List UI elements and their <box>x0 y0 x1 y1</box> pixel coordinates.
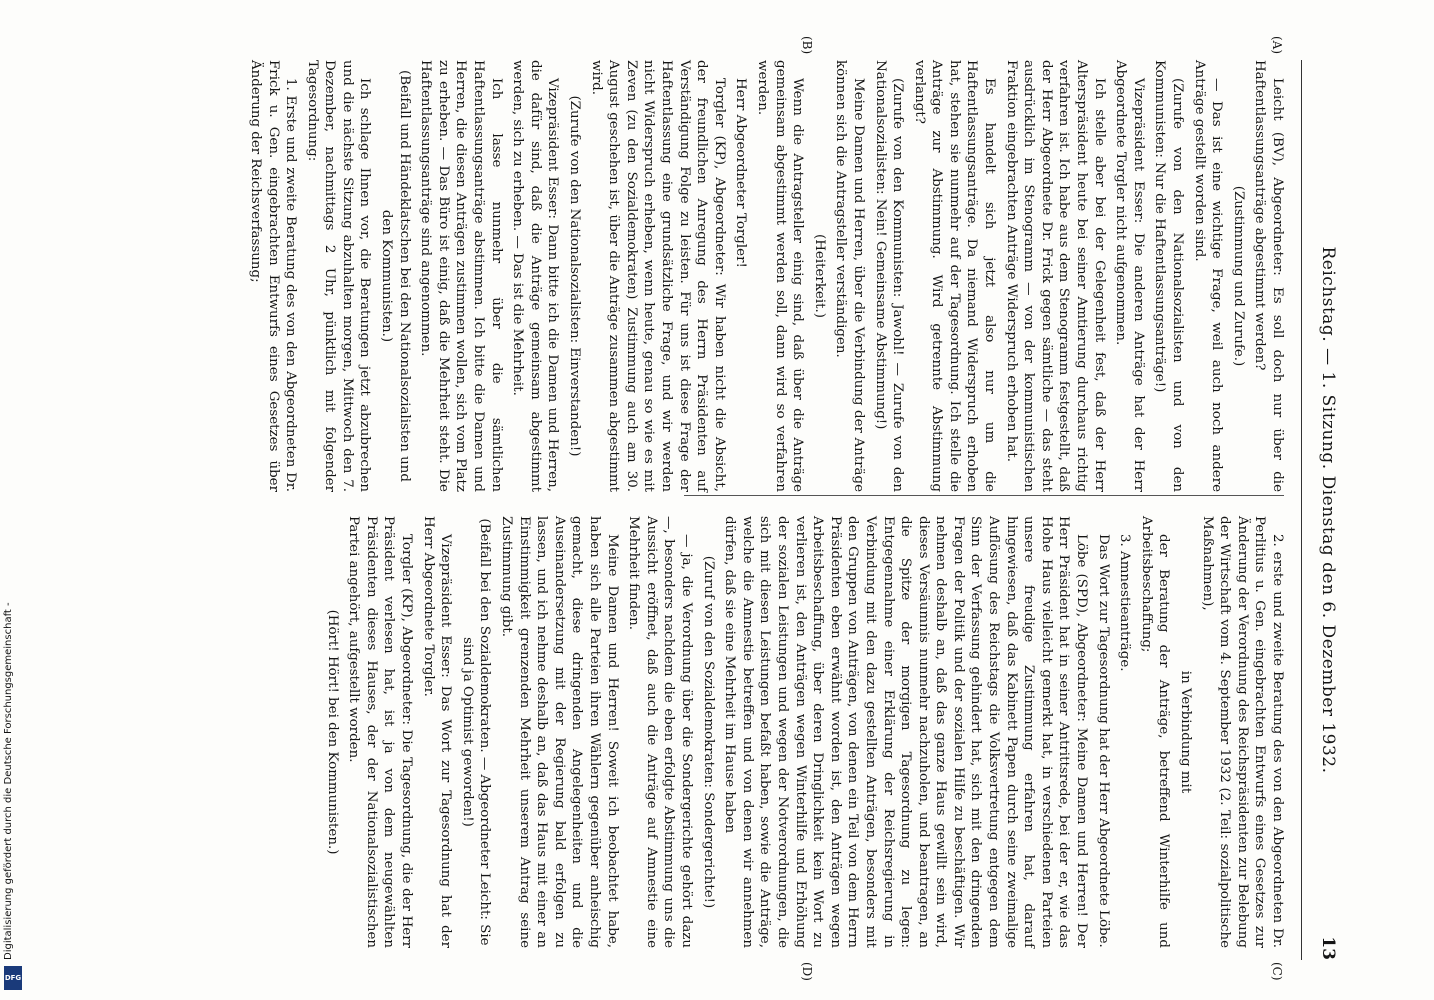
running-header <box>1304 60 1344 960</box>
paragraph: Vizepräsident Esser: Das Wort zur Tagesordnung hat der Herr Abgeordnete Torgler. <box>420 516 454 948</box>
digitization-credit-strip <box>0 0 24 1000</box>
paragraph: 2. erste und zweite Beratung des von den Abgeordneten Dr. Perlitius u. Gen. eingebrachten Entwurfs eines Gesetzes zur Änderung der Verordnung des Reichspräsidenten zur Belebung der Wirtschaft vom 4. September 1932 (2. Teil: sozialpolitische Maßnahmen), <box>1199 516 1285 948</box>
paragraph: Wenn die Antragsteller einig sind, daß über die Anträge gemeinsam abgestimmt werden soll, dann wird so verfahren werden. <box>754 60 806 492</box>
paragraph: Es handelt sich jetzt also nur um die Haftentlassungsanträge. Da niemand Widerspruch erhoben hat, stehen sie nunmehr auf der Tagesordnung. Ich stelle die Anträge zur Abstimmung. Wird getrennte Abstimmung verlangt? <box>911 60 998 492</box>
margin-mark-c: (C) <box>1270 962 1284 981</box>
paragraph: der Beratung der Anträge, betreffend Winterhilfe und Arbeitsbeschaffung; <box>1138 516 1172 948</box>
remark-line: (Heiterkeit.) <box>811 234 827 318</box>
remark-line: (Zurufe von den Nationalsozialisten: Einverstanden!) <box>567 95 583 457</box>
paragraph: Torgler (KP), Abgeordneter: Die Tagesordnung, die der Herr Präsident verlesen hat, ist ja von dem neugewählten Präsidenten dieses Hauses, der der Nationalsozialistischen Partei angehört, aufgestellt worden. <box>346 516 415 948</box>
remark-line: (Zuruf von den Sozialdemokraten: Sondergerichte!) <box>700 555 716 909</box>
remark-line: (Zustimmung und Zurufe.) <box>1230 185 1246 367</box>
paragraph: (Zurufe von den Nationalsozialisten und von den Kommunisten: Nur die Haftentlassungsanträge!) <box>1152 60 1186 492</box>
paragraph: Vizepräsident Esser: Dann bitte ich die Damen und Herren, die dafür sind, daß die Anträge gemeinsam abgestimmt werden, sich zu erheben. — Das ist die Mehrheit. <box>510 60 561 492</box>
paragraph: Löbe (SPD), Abgeordneter: Meine Damen und Herren! Der Herr Präsident hat in seiner Antrittsrede, bei der er, wie das Hohe Haus vielleicht gemerkt hat, in verschiedenen Parteien unsere freudige Zustimmung erfahren hat, darauf hingewiesen, daß das Kabinett Papen durch seine zweimalige Auflösung des Reichstags die Volksvertretung entgegen dem Sinn der Verfassung gehindert hat, sich mit den dringenden Fragen der Politik und der sozialen Hilfe zu beschäftigen. Wir nehmen deshalb an, daß das ganze Haus gewillt sein wird, dieses Versäumnis nunmehr nachzuholen, und beantragen, an die Spitze der morgigen Tagesordnung zu legen: Entgegennahme einer Erklärung der Reichsregierung in Verbindung mit den dazu gestellten Anträgen, besonders mit den Gruppen von Anträgen, von denen ein Teil von dem Herrn Präsidenten eben erwähnt worden ist, den Anträgen wegen Arbeitsbeschaffung, über deren Dringlichkeit kein Wort zu verlieren ist, den Anträgen wegen Winterhilfe und Erhöhung der sozialen Leistungen und wegen der Notverordnungen, die sich mit diesen Leistungen befaßt haben, sowie die Anträge, welche die Amnestie betreffen und von denen wir annehmen dürfen, daß sie eine Mehrheit im Hause haben <box>722 516 1090 948</box>
paragraph: Torgler (KP), Abgeordneter: Wir haben nicht die Absicht, der freundlichen Anregung des Herrn Präsidenten auf Verständigung Folge zu leisten. Für uns ist diese Frage der Haftentlassung eine grundsätzliche Frage, und wir werden nicht Widerspruch erheben, wenn heute, genau so wie es mit Zeven (zu den Sozialdemokraten) Zustimmung auch am 30. August geschehen ist, über die Anträge zusammen abgestimmt wird. <box>588 60 727 492</box>
margin-mark-d: (D) <box>800 962 814 981</box>
margin-mark-a: (A) <box>1270 36 1284 55</box>
paragraph: Meine Damen und Herren! Soweit ich beobachtet habe, haben sich alle Parteien ihren Wählern gegenüber anheischig gemacht, diese dringenden Angelegenheiten und die Auseinandersetzung mit der Regierung bald erfolgen zu lassen, und ich nehme deshalb an, daß das Haus mit einer an Einstimmigkeit grenzenden Mehrheit unserem Antrag seine Zustimmung gibt. <box>499 516 620 948</box>
paragraph: Ich schlage Ihnen vor, die Beratungen jetzt abzubrechen und die nächste Sitzung abzuhalten morgen, Mittwoch den 7. Dezember, nachmittags 2 Uhr, pünktlich mit folgender Tagesordnung: <box>304 60 373 492</box>
paragraph: Ich stelle aber bei der Gelegenheit fest, daß der Herr Alterspräsident heute bei seiner Amtierung durchaus richtig verfahren ist. Ich habe aus dem Stenogramm festgestellt, daß der Herr Abgeordnete Dr. Frick gegen sämtliche — das steht ausdrücklich im Stenogramm — von der kommunistischen Fraktion eingebrachten Anträge Widerspruch erhoben hat. <box>1003 60 1107 492</box>
paragraph: 1. Erste und zweite Beratung des von den Abgeordneten Dr. Frick u. Gen. eingebrachten Entwurfs eines Gesetzes über Änderung der Reichsverfassung; <box>247 60 299 492</box>
paragraph: Das Wort zur Tagesordnung hat der Herr Abgeordnete Löbe. <box>1095 534 1111 948</box>
page-number: 13 <box>1318 936 1338 960</box>
column-rule <box>684 495 1284 496</box>
remark-line: (Beifall bei den Sozialdemokraten. — Abgeordneter Leicht: Sie sind ja Optimist geworden!) <box>459 518 493 946</box>
paragraph: Leicht (BV), Abgeordneter: Es soll doch nur über die Haftentlassungsanträge abgestimmt werden? <box>1252 60 1285 492</box>
digitization-credit: Digitalisierung gefördert durch die Deutsche Forschungsgemeinschaft - <box>3 602 14 960</box>
remark-line: in Verbindung mit <box>1178 670 1194 794</box>
paragraph: — ja, die Verordnung über die Sondergerichte gehört dazu —, besonders nachdem die eben erfolgte Abstimmung uns die Aussicht eröffnet, daß auch die Anträge auf Amnestie eine Mehrheit finden. <box>626 516 694 948</box>
paragraph: Ich lasse nunmehr über die sämtlichen Haftentlassungsanträge abstimmen. Ich bitte die Damen und Herren, die diesen Anträgen zustimmen wollen, sich vom Platz zu erheben. — Das Büro ist einig, daß die Mehrheit steht. Die Haftentlassungsanträge sind angenommen. <box>418 60 504 492</box>
paragraph: 3. Amnestieanträge. <box>1117 534 1133 672</box>
paragraph: — Das ist eine wichtige Frage, weil auch noch andere Anträge gestellt worden sind. <box>1191 60 1225 492</box>
remark-line: (Beifall und Händeklatschen bei den Nationalsozialisten und den Kommunisten.) <box>379 70 412 482</box>
dfg-logo: DFG <box>4 966 22 990</box>
margin-mark-b: (B) <box>800 36 814 55</box>
remark-line: (Hört! Hört! bei den Kommunisten.) <box>324 609 340 855</box>
paragraph: Herr Abgeordneter Torgler! <box>733 78 749 268</box>
running-title: Reichstag. — 1. Sitzung. Dienstag den 6. Dezember 1932. <box>1318 246 1338 774</box>
header-rule <box>1301 60 1302 960</box>
paragraph: (Zurufe von den Kommunisten: Jawohl! — Zurufe von den Nationalsozialisten: Nein! Gemeinsame Abstimmung!) <box>872 60 906 492</box>
paragraph: Meine Damen und Herren, über die Verbindung der Anträge können sich die Antragsteller verständigen. <box>833 60 866 492</box>
left-text-column <box>242 60 1286 492</box>
right-text-column <box>319 516 1286 948</box>
paragraph: Vizepräsident Esser: Die anderen Anträge hat der Herr Abgeordnete Torgler nicht aufgenommen. <box>1113 60 1146 492</box>
